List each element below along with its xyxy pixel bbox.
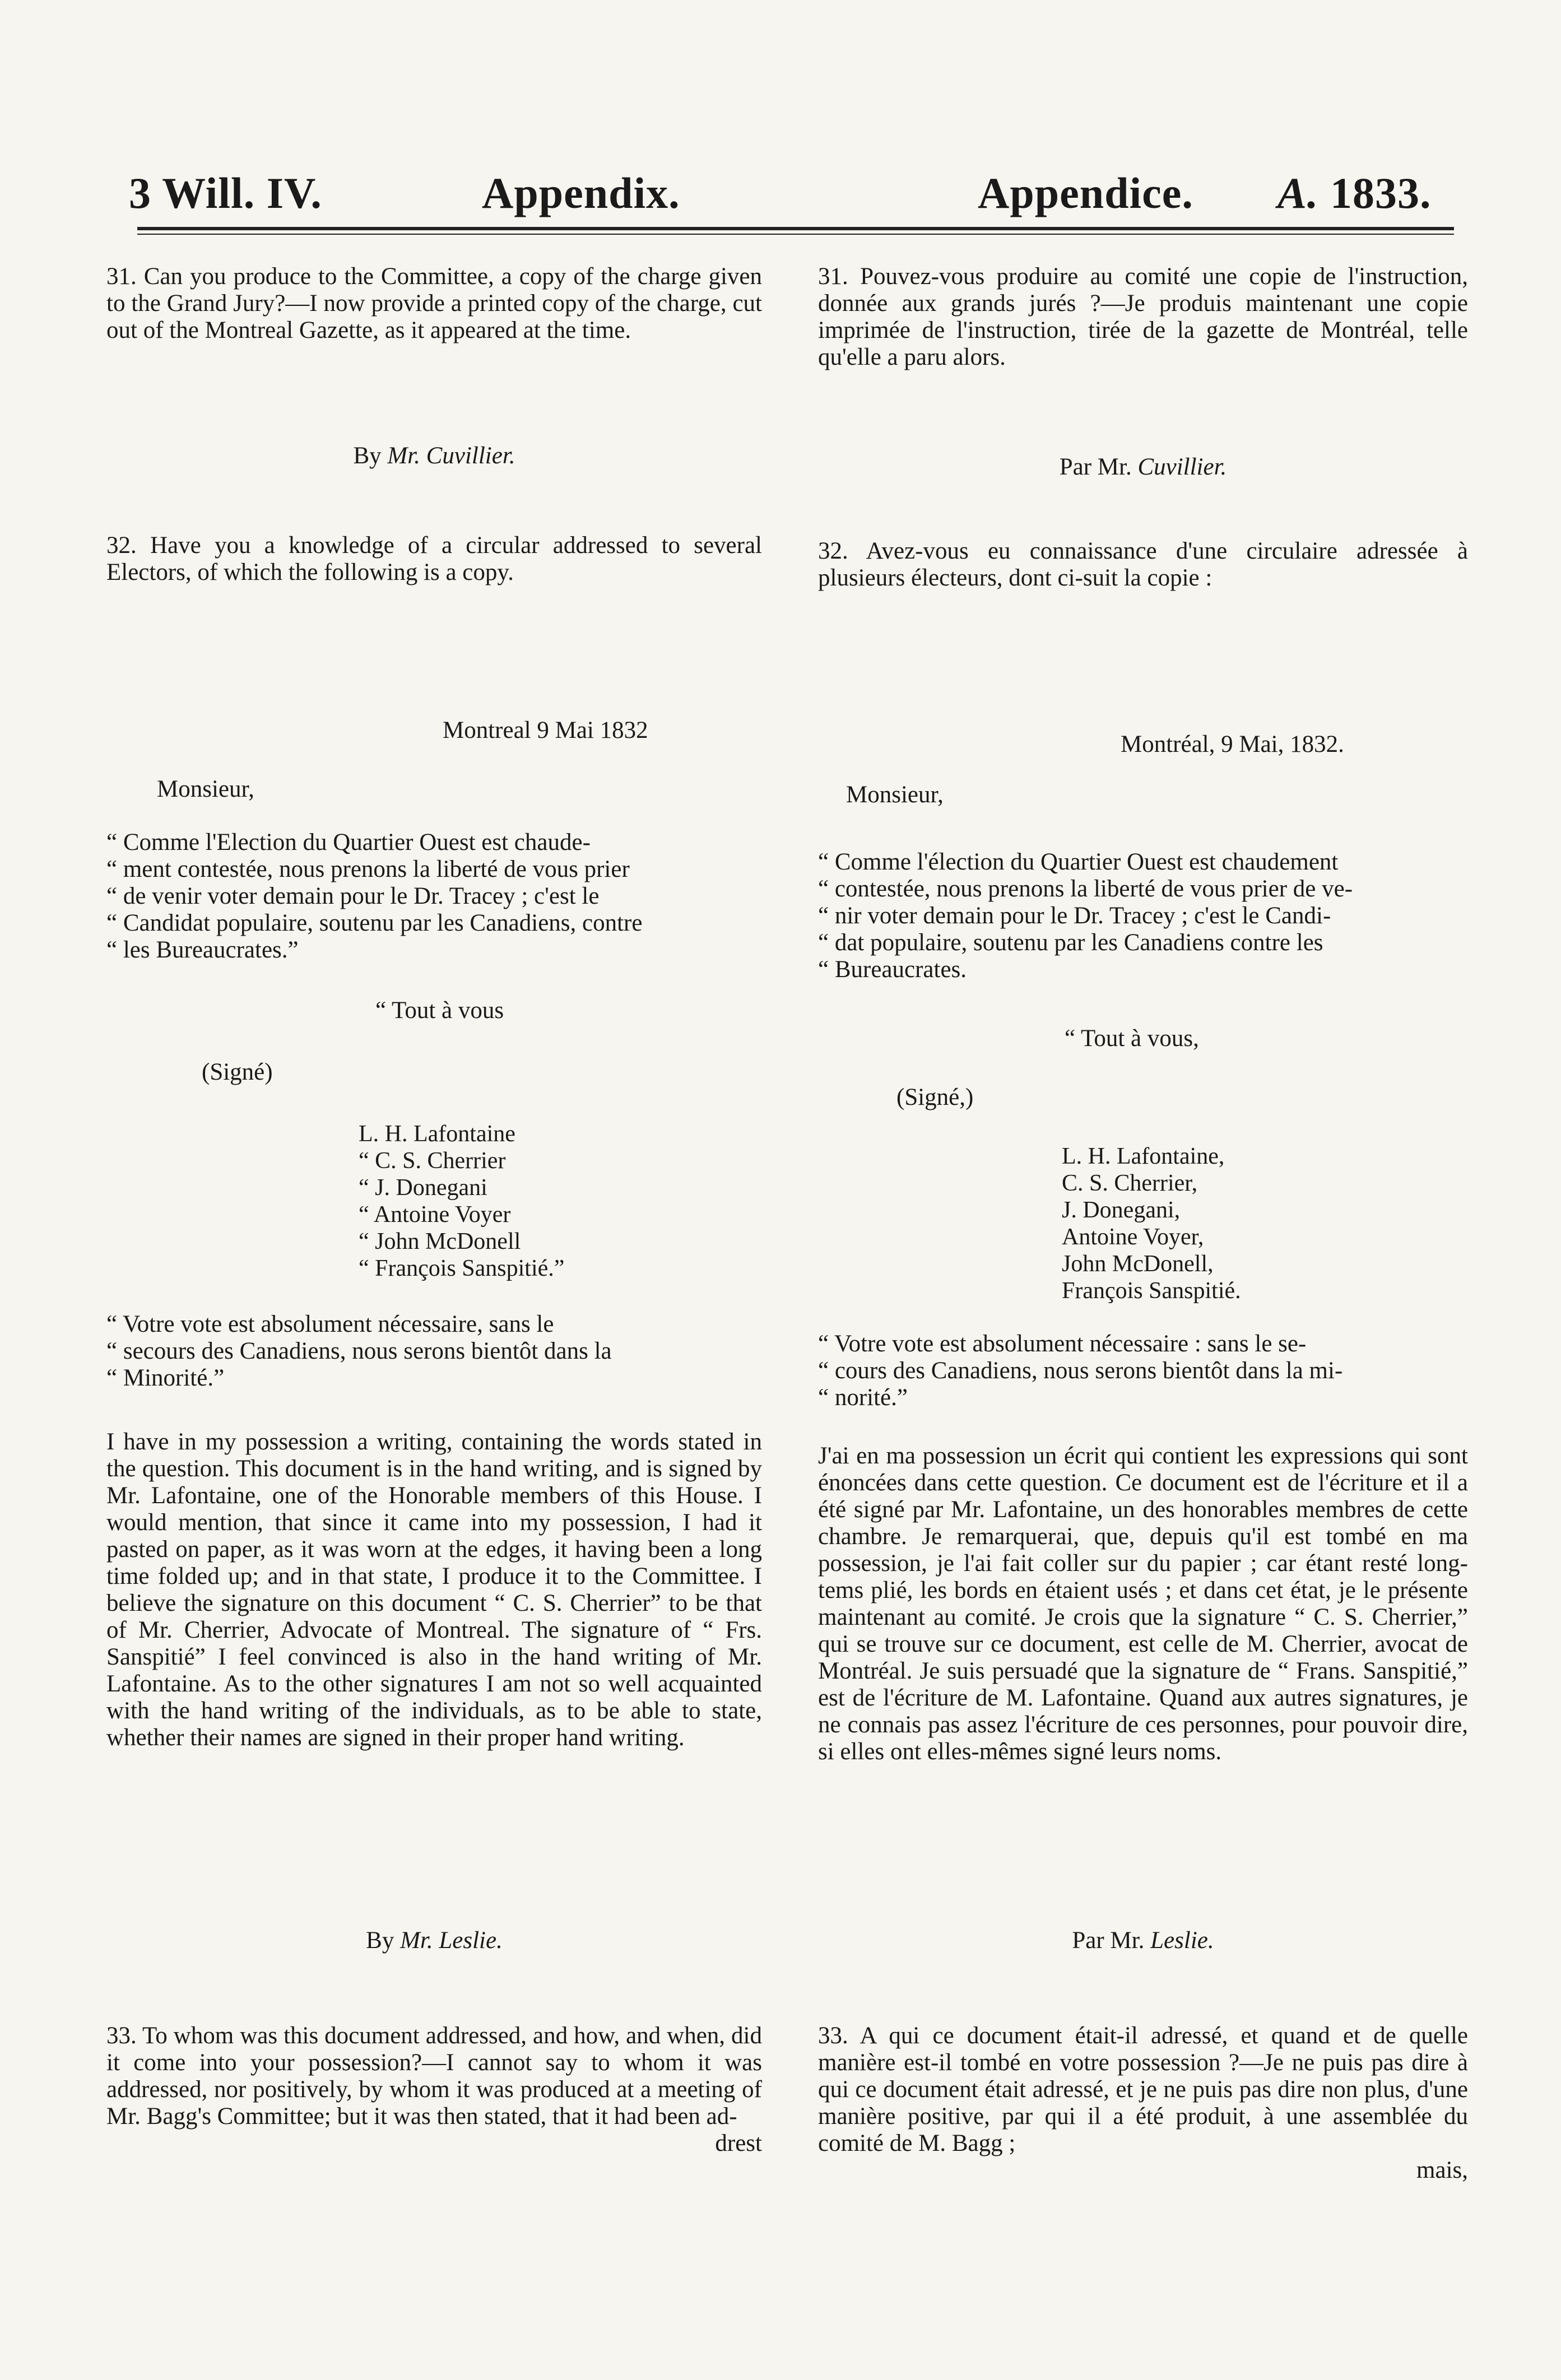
fr-letter-line: “ Comme l'élection du Quartier Ouest est chaudement xyxy=(818,849,1339,875)
en-postscript xyxy=(106,1311,762,1392)
fr-postscript-line: “ cours des Canadiens, nous serons bientôt dans la mi- xyxy=(818,1358,1343,1384)
header-ref-year: 1833. xyxy=(1330,169,1432,217)
en-signatory: “ François Sanspitié.” xyxy=(359,1256,565,1281)
header-appendix-en: Appendix. xyxy=(482,169,680,217)
fr-dateline: Montréal, 9 Mai, 1832. xyxy=(1121,731,1344,757)
en-answer-text: I have in my possession a writing, containing the words stated in the question. This document is in the hand writing, and is signed by Mr. Lafontaine, one of the Honorable members of this House. I would mention, that since it came into my possession, I had it pasted on paper, as it was worn at the edges, it having been a long time folded up; and in that state, I produce it to the Committee. I believe the signature on this document “ C. S. Cherrier” to be that of Mr. Cherrier, Advocate of Montreal. The signature of “ Frs. Sanspitié” I feel convinced is also in the hand writing of Mr. Lafontaine. As to the other signatures I am not so well acquainted with the hand writing of the individuals, as to be able to state, whether their names are signed in their proper hand writing. xyxy=(106,1429,762,1751)
fr-closing: “ Tout à vous, xyxy=(1065,1025,1199,1052)
en-letter-line: “ de venir voter demain pour le Dr. Tracey ; c'est le xyxy=(106,883,600,909)
fr-by-cuvillier xyxy=(818,454,1468,481)
header-ref-letter: A. xyxy=(1277,169,1319,217)
fr-salutation: Monsieur, xyxy=(846,782,944,808)
en-signatory: “ J. Donegani xyxy=(359,1175,487,1201)
fr-by1-prefix: Par Mr. xyxy=(1059,454,1132,480)
fr-question-31 xyxy=(818,263,1468,371)
fr-q33-text: 33. A qui ce document était-il adressé, et quand et de quelle manière est-il tombé en votre possession ?—Je ne puis pas dire à qui ce document était adressé, et je ne puis pas dire non plus, d'une manière positive, par qui il a été produit, à une assemblée du comité de M. Bagg ; xyxy=(818,2023,1468,2156)
en-letter-line: “ ment contestée, nous prenons la liberté de vous prier xyxy=(106,856,630,882)
en-signatories xyxy=(359,1121,564,1282)
en-question-32 xyxy=(106,532,762,586)
en-question-33 xyxy=(106,2023,762,2157)
en-signatory: “ John McDonell xyxy=(359,1229,521,1254)
en-q32-text: 32. Have you a knowledge of a circular addressed to several Electors, of which the following is a copy. xyxy=(106,532,762,585)
fr-question-33 xyxy=(818,2023,1468,2184)
fr-by-leslie xyxy=(818,1927,1468,1954)
fr-letter-line: “ nir voter demain pour le Dr. Tracey ; c'est le Candi- xyxy=(818,903,1331,929)
fr-letter-body xyxy=(818,849,1468,983)
en-signatory: “ C. S. Cherrier xyxy=(359,1148,506,1174)
en-signatory: “ Antoine Voyer xyxy=(359,1202,511,1228)
fr-question-32 xyxy=(818,538,1468,592)
en-answer-32 xyxy=(106,1429,762,1751)
header-rule xyxy=(137,227,1454,230)
header-reference xyxy=(1277,168,1432,219)
en-by-cuvillier xyxy=(106,443,762,470)
en-by1-name: Mr. Cuvillier. xyxy=(387,443,515,469)
en-question-31 xyxy=(106,263,762,344)
en-letter-line: “ Comme l'Election du Quartier Ouest est chaude- xyxy=(106,829,591,856)
fr-signatory: Antoine Voyer, xyxy=(1062,1224,1204,1250)
fr-q32-text: 32. Avez-vous eu connaissance d'une circulaire adressée à plusieurs électeurs, dont ci-suit la copie : xyxy=(818,538,1468,591)
fr-postscript-line: “ norité.” xyxy=(818,1384,908,1411)
fr-signatories xyxy=(1062,1143,1241,1304)
fr-signatory: C. S. Cherrier, xyxy=(1062,1170,1198,1196)
fr-signatory: L. H. Lafontaine, xyxy=(1062,1143,1225,1169)
en-q33-catchword: drest xyxy=(715,2130,762,2156)
en-q33-text: 33. To whom was this document addressed, and how, and when, did it come into your possession?—I cannot say to whom it was addressed, nor positively, by whom it was produced at a meeting of Mr. Bagg's Committee; but it was then stated, that it had been ad- xyxy=(106,2023,762,2130)
fr-answer-32 xyxy=(818,1443,1468,1765)
en-by2-name: Mr. Leslie. xyxy=(400,1927,503,1954)
en-salutation: Monsieur, xyxy=(157,776,254,802)
en-postscript-line: “ Minorité.” xyxy=(106,1365,225,1391)
en-postscript-line: “ Votre vote est absolument nécessaire, sans le xyxy=(106,1311,554,1337)
en-signed: (Signé) xyxy=(202,1059,273,1085)
fr-letter-line: “ Bureaucrates. xyxy=(818,956,967,983)
header-rule-thin xyxy=(137,234,1454,235)
en-dateline: Montreal 9 Mai 1832 xyxy=(443,717,648,743)
fr-answer-text: J'ai en ma possession un écrit qui contient les expressions qui sont énoncées dans cette question. Ce document est de l'écriture et il a été signé par Mr. Lafontaine, un des honorables membres de cette chambre. Je remarquerai, que, depuis qu'il est tombé en ma possession, je l'ai fait coller sur du papier ; car étant resté long-tems plié, les bords en étaient usés ; et dans cet état, je le présente maintenant au comité. Je crois que la signature “ C. S. Cherrier,” qui se trouve sur ce document, est celle de M. Cherrier, avocat de Montréal. Je suis persuadé que la signature de “ Frans. Sanspitié,” est de l'écriture de M. Lafontaine. Quand aux autres signatures, je ne connais pas assez l'écriture de ces personnes, pour pouvoir dire, si elles ont elles-mêmes signé leurs noms. xyxy=(818,1443,1468,1765)
header-appendix-fr: Appendice. xyxy=(978,169,1193,217)
en-by2-prefix: By xyxy=(366,1927,394,1954)
fr-letter-line: “ contestée, nous prenons la liberté de vous prier de ve- xyxy=(818,876,1353,902)
fr-postscript-line: “ Votre vote est absolument nécessaire : sans le se- xyxy=(818,1331,1307,1357)
fr-signed: (Signé,) xyxy=(896,1084,974,1110)
fr-signatory: J. Donegani, xyxy=(1062,1197,1181,1223)
header-session: 3 Will. IV. xyxy=(129,169,322,217)
en-letter-body xyxy=(106,829,762,964)
en-q31-text: 31. Can you produce to the Committee, a copy of the charge given to the Grand Jury?—I now provide a printed copy of the charge, cut out of the Montreal Gazette, as it appeared at the time. xyxy=(106,263,762,343)
en-by1-prefix: By xyxy=(353,443,382,469)
fr-by2-prefix: Par Mr. xyxy=(1072,1927,1145,1954)
fr-by2-name: Leslie. xyxy=(1150,1927,1214,1954)
fr-q33-catchword: mais, xyxy=(1416,2157,1468,2183)
fr-postscript xyxy=(818,1331,1468,1411)
en-signatory: L. H. Lafontaine xyxy=(359,1121,515,1147)
en-letter-line: “ les Bureaucrates.” xyxy=(106,937,299,963)
en-by-leslie xyxy=(106,1927,762,1954)
en-postscript-line: “ secours des Canadiens, nous serons bientôt dans la xyxy=(106,1338,612,1364)
fr-by1-name: Cuvillier. xyxy=(1137,454,1227,480)
fr-letter-line: “ dat populaire, soutenu par les Canadiens contre les xyxy=(818,929,1323,956)
en-closing: “ Tout à vous xyxy=(375,997,504,1024)
fr-q31-text: 31. Pouvez-vous produire au comité une copie de l'instruction, donnée aux grands jurés ?—Je produis maintenant une copie imprimée de l'instruction, tirée de la gazette de Montréal, telle qu'elle a paru alors. xyxy=(818,263,1468,370)
en-letter-line: “ Candidat populaire, soutenu par les Canadiens, contre xyxy=(106,910,643,936)
fr-signatory: John McDonell, xyxy=(1062,1251,1214,1277)
fr-signatory: François Sanspitié. xyxy=(1062,1278,1241,1304)
